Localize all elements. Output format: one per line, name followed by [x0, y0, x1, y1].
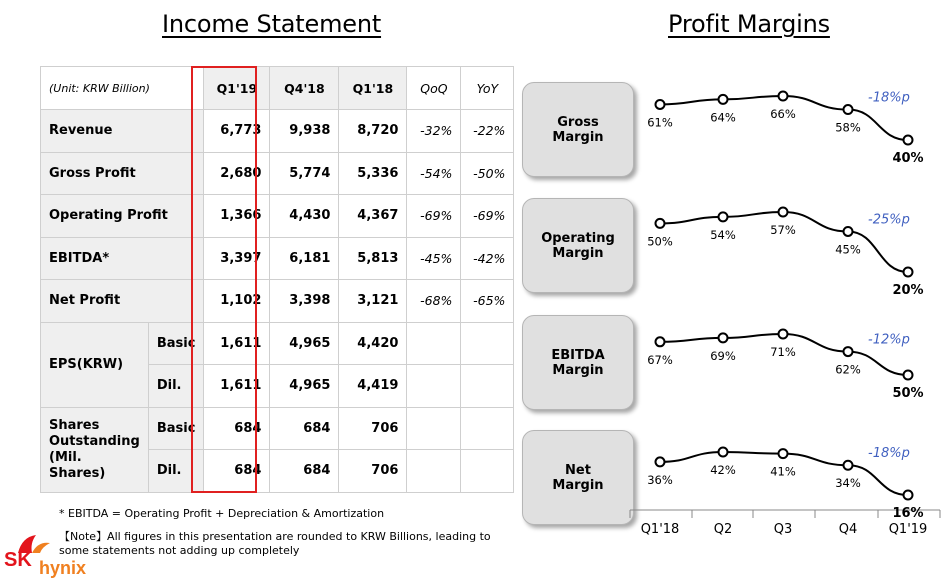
data-point: [656, 100, 665, 109]
cell-q118: 5,336: [339, 152, 407, 195]
cell-q118: 4,420: [339, 322, 407, 365]
data-label: 66%: [770, 107, 796, 121]
data-point: [779, 92, 788, 101]
data-label: 16%: [892, 506, 924, 521]
cell-yoy: -42%: [461, 237, 514, 280]
data-label: 71%: [770, 345, 796, 359]
header-q119: Q1'19: [204, 67, 270, 110]
series-line: [660, 96, 908, 140]
cell-q418: 6,181: [270, 237, 339, 280]
change-label: -25%p: [868, 212, 910, 228]
eps-dil-label: Dil.: [148, 365, 204, 408]
cell-q118: 5,813: [339, 237, 407, 280]
shares-basic-label: Basic: [148, 407, 204, 450]
cell-q119: 1,611: [204, 365, 270, 408]
cell-q118: 706: [339, 450, 407, 493]
cell-qoq: -54%: [407, 152, 461, 195]
cell-qoq: -69%: [407, 195, 461, 238]
data-point: [904, 268, 913, 277]
data-label: 34%: [835, 476, 861, 491]
eps-basic-label: Basic: [148, 322, 204, 365]
income-table: [40, 66, 514, 493]
data-point: [779, 330, 788, 339]
data-label: 61%: [647, 115, 673, 130]
cell-q418: 5,774: [270, 152, 339, 195]
series-line: [660, 212, 908, 272]
x-tick-label: Q1'19: [888, 522, 928, 537]
data-label: 42%: [710, 463, 736, 477]
logo-hynix-text: hynix: [39, 558, 87, 578]
change-label: -18%p: [868, 446, 910, 462]
cell-yoy: -69%: [461, 195, 514, 238]
eps-label: EPS(KRW): [41, 322, 149, 407]
data-label: 58%: [835, 120, 861, 135]
cell-q418: 684: [270, 450, 339, 493]
row-label: Operating Profit: [41, 195, 204, 238]
row-label: Revenue: [41, 110, 204, 153]
cell-yoy-empty: [461, 322, 514, 365]
data-point: [719, 95, 728, 104]
ebitda-margin-box: [522, 315, 634, 410]
table-header-row: [41, 67, 514, 110]
cell-q119: 684: [204, 450, 270, 493]
profit-margins-title: Profit Margins: [668, 10, 830, 38]
data-point: [779, 208, 788, 217]
header-yoy: YoY: [461, 67, 514, 110]
cell-q119: 6,773: [204, 110, 270, 153]
data-point: [844, 347, 853, 356]
rounding-note: 【Note】All figures in this presentation are rounded to KRW Billions, leading to some statements not adding up completely: [59, 530, 491, 557]
data-point: [719, 448, 728, 457]
cell-q118: 4,367: [339, 195, 407, 238]
cell-yoy-empty: [461, 365, 514, 408]
cell-q119: 1,611: [204, 322, 270, 365]
cell-qoq: -45%: [407, 237, 461, 280]
shares-label: Shares Outstanding (Mil. Shares): [41, 407, 149, 492]
gross-margin-label: Gross Margin: [552, 114, 604, 145]
cell-q118: 4,419: [339, 365, 407, 408]
operating-margin-label: Operating Margin: [541, 230, 615, 261]
cell-yoy: -22%: [461, 110, 514, 153]
shares-dil-label: Dil.: [148, 450, 204, 493]
data-point: [656, 219, 665, 228]
data-label: 50%: [892, 386, 924, 401]
row-label: Net Profit: [41, 280, 204, 323]
table-row: [41, 280, 514, 323]
cell-q119: 684: [204, 407, 270, 450]
cell-q418: 4,965: [270, 322, 339, 365]
data-label: 64%: [710, 110, 736, 125]
x-tick-label: Q4: [838, 522, 858, 537]
net-margin-label: Net Margin: [552, 462, 604, 493]
cell-yoy: -50%: [461, 152, 514, 195]
cell-q118: 8,720: [339, 110, 407, 153]
series-line: [660, 334, 908, 375]
table-row: [41, 237, 514, 280]
cell-q119: 1,366: [204, 195, 270, 238]
cell-q418: 4,965: [270, 365, 339, 408]
sk-hynix-logo: [4, 533, 100, 581]
data-point: [844, 227, 853, 236]
table-row: [41, 110, 514, 153]
cell-q119: 1,102: [204, 280, 270, 323]
data-point: [656, 457, 665, 466]
cell-qoq: -68%: [407, 280, 461, 323]
series-line: [660, 452, 908, 495]
data-label: 62%: [835, 362, 861, 377]
operating-margin-box: [522, 198, 634, 293]
x-tick-label: Q1'18: [640, 522, 680, 537]
data-label: 20%: [892, 283, 924, 298]
row-label: Gross Profit: [41, 152, 204, 195]
change-label: -12%p: [868, 332, 910, 348]
ebitda-margin-label: EBITDA Margin: [551, 347, 605, 378]
data-point: [719, 212, 728, 221]
logo-sk-text: SK: [4, 549, 32, 571]
change-label: -18%p: [868, 90, 910, 106]
data-label: 45%: [835, 242, 861, 257]
x-tick-label: Q2: [713, 522, 733, 537]
ebitda-footnote: * EBITDA = Operating Profit + Depreciation & Amortization: [59, 507, 385, 520]
data-label: 36%: [647, 472, 673, 487]
cell-yoy-empty: [461, 450, 514, 493]
table-row: [41, 152, 514, 195]
data-point: [779, 449, 788, 458]
unit-label: (Unit: KRW Billion): [41, 67, 204, 110]
header-qoq: QoQ: [407, 67, 461, 110]
cell-q119: 3,397: [204, 237, 270, 280]
cell-qoq: -32%: [407, 110, 461, 153]
cell-q119: 2,680: [204, 152, 270, 195]
header-q418: Q4'18: [270, 67, 339, 110]
data-point: [656, 337, 665, 346]
cell-q418: 3,398: [270, 280, 339, 323]
data-label: 54%: [710, 227, 736, 242]
cell-yoy-empty: [461, 407, 514, 450]
header-q118: Q1'18: [339, 67, 407, 110]
data-point: [719, 333, 728, 342]
cell-qoq-empty: [407, 407, 461, 450]
income-statement-title: Income Statement: [162, 10, 382, 38]
cell-q118: 706: [339, 407, 407, 450]
data-label: 69%: [710, 348, 736, 363]
data-label: 40%: [892, 151, 924, 166]
eps-basic-row: [41, 322, 514, 365]
shares-basic-row: [41, 407, 514, 450]
cell-q418: 9,938: [270, 110, 339, 153]
cell-q418: 4,430: [270, 195, 339, 238]
x-tick-label: Q3: [773, 522, 793, 537]
data-point: [904, 136, 913, 145]
cell-q118: 3,121: [339, 280, 407, 323]
data-label: 67%: [647, 352, 673, 367]
row-label: EBITDA*: [41, 237, 204, 280]
cell-yoy: -65%: [461, 280, 514, 323]
data-point: [844, 105, 853, 114]
data-point: [904, 491, 913, 500]
net-margin-box: [522, 430, 634, 525]
data-label: 50%: [647, 234, 673, 249]
data-label: 57%: [770, 223, 796, 237]
cell-q418: 684: [270, 407, 339, 450]
cell-qoq-empty: [407, 450, 461, 493]
table-row: [41, 195, 514, 238]
data-point: [904, 371, 913, 380]
data-label: 41%: [770, 464, 796, 479]
gross-margin-box: [522, 82, 634, 177]
cell-qoq-empty: [407, 365, 461, 408]
data-point: [844, 461, 853, 470]
cell-qoq-empty: [407, 322, 461, 365]
